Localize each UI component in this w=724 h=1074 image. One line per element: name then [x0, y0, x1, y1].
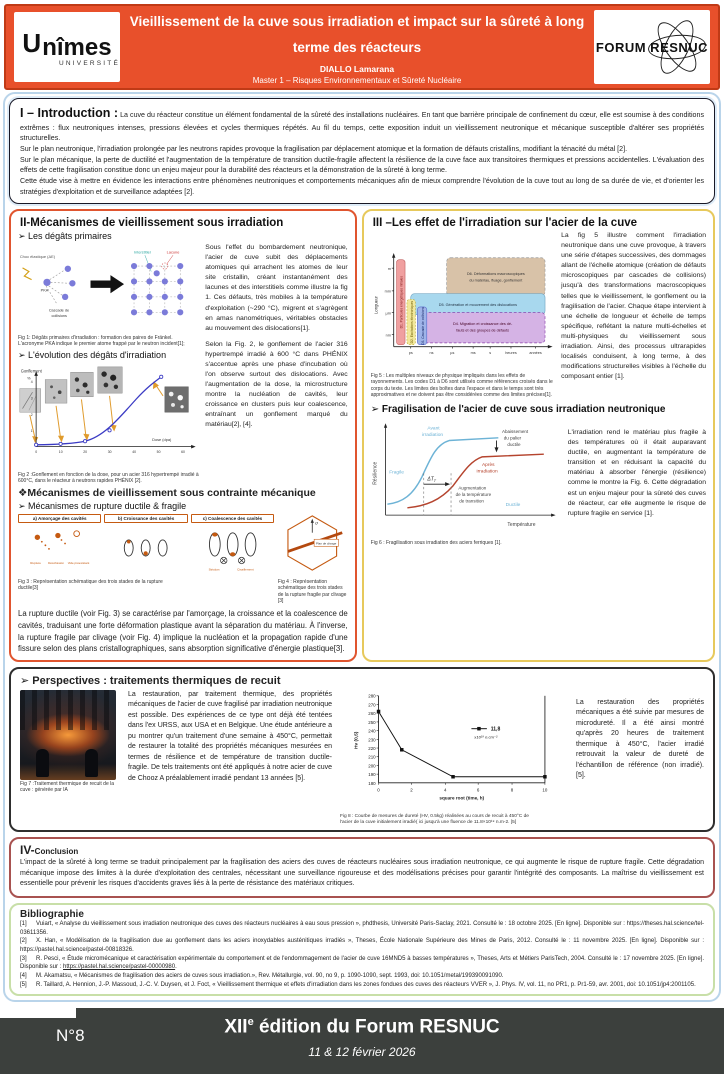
- reference-4: [20, 972, 704, 981]
- fig3-stage-c-label: c) Coalescence des cavités: [191, 514, 274, 523]
- bibliography-title: Bibliographie: [20, 908, 84, 920]
- fig8-legend-value: 11,8: [490, 726, 501, 733]
- fig3-label-striction: Striction: [208, 567, 220, 572]
- fig1-choc-label: Choc élastique (ΔE): [19, 254, 56, 260]
- fig6-caption: Fig 6 : Fragilisation sous irradiation des aciers ferriques [1].: [370, 540, 502, 547]
- reference-3-number: [3]: [20, 955, 27, 962]
- section-2-text-1: Sous l'effet du bombardement neutronique, l'acier de cuve subit des déplacements atomiques qui arrachent les atomes de leur site cristallin, créant instantanément des lacunes et des interstitiels comme illustre la fig 1. Ces défauts, très mobiles à la température d'exploitation (~290 °C), migrent et s'agrègent en amas nanométriques, véritables obstacles au mouvement des dislocations[1].: [205, 244, 348, 332]
- intro-text-1: La cuve du réacteur constitue un élément fondamental de la sûreté des installations nucléaires. En tant que barrière principale de confinement du cœur, elle est soumise à des conditions extrêmes : flux neutroniques intenses, pressions élevées et cycles thermiques répétés. Au fil du temps, cette exposition induit un vieillissement neutronique et mécanique susceptible d'altérer ses propriétés structurelles.: [20, 111, 704, 143]
- svg-text:0: 0: [377, 787, 380, 793]
- fig6-embrittlement-chart: [371, 418, 562, 534]
- fig5-ytick-mm: mm: [384, 289, 391, 294]
- section-3-text-2: L'irradiation rend le matériau plus fragile à des températures où il était auparavant ductile, en augmentant la température de transition et en réduisant la capacité du matériau à absorber l'énergie (résilience) comme le montre la Fig. 6. Cette dégradation est un enjeu majeur pour la sûreté des cuves de réacteur, car elle augmente le risque de rupture fragile en service [1].: [567, 429, 706, 517]
- fig1-lacune-label: Lacune: [166, 249, 180, 255]
- section-2-sub2: ➢ L'évolution des dégâts d'irradiation: [18, 349, 167, 360]
- poster-title-line2: terme des réacteurs: [292, 40, 422, 55]
- svg-text:230: 230: [368, 737, 376, 743]
- section-3-effets-irradiation: [362, 209, 715, 662]
- svg-text:30: 30: [107, 449, 112, 454]
- reference-3: [20, 955, 704, 972]
- footer-date: 11 & 12 février 2026: [308, 1044, 416, 1059]
- section-bibliographie: [9, 903, 715, 997]
- fig3-stage-b: [104, 514, 187, 578]
- fig8-caption-line1: Fig 8 : Courbe de mesures de dureté (HV, 0.5kg) réalisées au cours de recuit à 450°C de: [340, 813, 529, 819]
- reference-5: [20, 981, 704, 990]
- svg-text:10: 10: [542, 787, 548, 793]
- section-2-text-3: La rupture ductile (voir Fig. 3) se caractérise par l'amorçage, la croissance et la coalescence de cavités, traduisant une forte déformation plastique avant la séparation du matériau. À l'inverse, la rupture fragile par clivage (voir Fig. 4) implique la nucléation et la propagation rapide d'une fissure selon des plans cristallographiques, sans absorption significative d'énergie plastique[3].: [18, 609, 348, 654]
- reference-3-link[interactable]: https://pastel.hal.science/pastel-00000980: [63, 964, 176, 971]
- fig8-caption-line2: l'acier de la cuve initialement irradié( ici jusqu'à une fluence de 11.8×10¹⁹ n.m-2. [5]: [340, 820, 517, 826]
- fig6-ylabel: Résilience: [372, 461, 379, 486]
- poster-title-line1: Vieillissement de la cuve sous irradiation et impact sur la sûreté à long: [129, 14, 585, 30]
- nimes-university-logo: [14, 12, 120, 82]
- fig3-label-vide: Vide préexistant: [67, 561, 90, 566]
- svg-text:0: 0: [35, 449, 38, 454]
- section-introduction: [9, 98, 715, 204]
- svg-text:2: 2: [30, 412, 33, 417]
- section-2-sub3: ❖Mécanismes de vieillissement sous contrainte mécanique: [18, 487, 316, 500]
- conclusion-title-word: Conclusion: [34, 847, 79, 857]
- section-3-title: III –Les effet de l'irradiation sur l'acier de la cuve: [372, 217, 638, 230]
- svg-text:180: 180: [368, 780, 376, 786]
- fig6-apres-2: irradiation: [476, 469, 498, 475]
- fig6-augmentation-3: de transition: [458, 498, 484, 504]
- perspectives-title: ➢ Perspectives : traitements thermiques de recuit: [20, 674, 281, 687]
- fig3-caption: Fig 3 : Représentation schématique des trois stades de la rupture ductile[3]: [18, 579, 163, 592]
- footer-title-rest: édition du Forum RESNUC: [253, 1016, 500, 1038]
- fig1-cascade-label2: collisions: [51, 314, 67, 319]
- svg-text:270: 270: [368, 702, 376, 708]
- svg-text:1: 1: [30, 428, 33, 433]
- fig3-stage-a-label: a) Amorçage des cavités: [18, 514, 101, 523]
- fig1-interstitiel-label: Interstitiel: [134, 249, 151, 255]
- fig8-legend: [471, 727, 500, 740]
- svg-text:280: 280: [368, 693, 376, 699]
- poster-author: DIALLO Lamarana: [319, 63, 395, 74]
- reference-3-post: .: [175, 964, 177, 971]
- poster-title: [126, 9, 588, 60]
- section-perspectives: [9, 667, 715, 832]
- section-2-mecanismes: [9, 209, 357, 662]
- reference-1-number: [1]: [20, 920, 27, 927]
- svg-text:20: 20: [83, 449, 88, 454]
- conclusion-title-numeral: IV-: [20, 843, 35, 858]
- fig5-d4-line2: fauts et des groupes de défauts: [455, 328, 509, 333]
- fig6-abaissement-3: ductile: [507, 442, 521, 448]
- fig6-avant-2: irradiation: [421, 433, 443, 439]
- fig6-fragile-label: Fragile: [388, 470, 404, 476]
- fig6-apres-1: Après: [481, 463, 495, 469]
- fig8-data-line: [379, 711, 545, 776]
- intro-paragraph-4: Cette étude vise à mettre en évidence les interactions entre phénomènes neutroniques et comportements mécaniques afin de mieux comprendre l'évolution de la cuve tout au long de sa durée de vie, et d'orienter les stratégies d'exploitation et de surveillance adaptées [2].: [20, 176, 704, 196]
- svg-text:220: 220: [368, 745, 376, 751]
- fig3-stage-a: [18, 514, 101, 578]
- footer-title-sup: e: [247, 1016, 254, 1029]
- fig4-plan-label: Plan de clivage: [316, 541, 337, 546]
- fig7-annealing-image: [20, 690, 116, 780]
- reference-4-text: M. Akamatsu, « Mécanismes de fragilisation des aciers de cuves sous irradiation.», Rev. Métallurgie, vol. 90, no 9, p. 1090-1090, sept. 1993, doi: 10.1051/metal/199390091090.: [36, 973, 504, 980]
- footer-title: [0, 1016, 724, 1038]
- section-3-sub-fragilisation: ➢ Fragilisation de l'acier de cuve sous irradiation neutronique: [370, 404, 666, 416]
- svg-text:240: 240: [368, 728, 376, 734]
- fig6-augmentation-2: de la température: [455, 492, 491, 498]
- fig1-lattice-part: [131, 250, 183, 316]
- fig6-abaissement-2: du palier: [503, 435, 521, 441]
- poster-body: [3, 92, 721, 1002]
- fig4-cleavage: [277, 514, 348, 578]
- intro-paragraph-1: [20, 104, 704, 144]
- reference-2-text: X. Han, « Modélisation de la fragilisation due au gonflement dans les aciers inoxydables austénitiques irradiés », Theses, École Nationale Supérieure des Mines de Paris, 2012. Consulté le : 11 novembre 2025. [En ligne]. Disponible sur : https://pastel.hal.science/pastel-00818326.: [20, 938, 704, 954]
- fig5-xtick-annees: années: [529, 351, 542, 356]
- fig5-xtick-ms: ms: [470, 351, 476, 356]
- fig5-d6-line1: D6. Déformations macroscopiques: [466, 272, 525, 277]
- fig5-d2-label: D2. Excitations électroniques: [409, 301, 414, 344]
- section-2-sub1: ➢ Les dégâts primaires: [18, 231, 112, 242]
- fig3-stage-b-schematic: [104, 523, 187, 573]
- section-conclusion: [9, 837, 715, 898]
- perspectives-text-1: La restauration, par traitement thermique, des propriétés mécaniques de l'acier de cuve fragilisé par irradiation neutronique est possible. Des expériences de ce type ont déjà été tentées dans l'ex URSS, aux USA et en Belgique. Une étude antérieure a pu montrer qu'un traitement d'une semaine à 450°C, permettait de restaurer la totalité des propriétés mécaniques mesurées en termes de résilience et de température de transition ductile-fragile. De tels traitements ont été appliqués à notre acier de cuve de Chooz A préalablement irradié pendant 13 années [5].: [128, 690, 332, 782]
- fig5-caption: Fig 5 : Les multiples niveaux de physique impliqués dans les effets de rayonnements. Les codes D1 à D6 sont utilisés comme références croisés dans le corps du texte. Les limites des boîtes dans l'espace et dans le temps sont très approximatives et ne doivent pas être considérées comme des limites précises[1].: [370, 373, 553, 398]
- section-2-sub4: ➢ Mécanismes de rupture ductile & fragile: [18, 501, 187, 512]
- fig5-xtick-us: µs: [450, 351, 455, 356]
- fig3-label-rupture: Rupture: [30, 561, 41, 566]
- fig3-label-cisaillement: Cisaillement: [236, 567, 254, 572]
- fig2-xlabel: Dose (dpa): [152, 436, 172, 442]
- reference-3-text: R. Pesci, « Étude micromécanique et caractérisation expérimentale du comportement et de l'endommagement de l'acier de cuve 16MND5 à basses températures », Theses, Arts et Métiers ParisTech, 2004. Consulté le : 17 novembre 2025. [En ligne]. Disponible sur :: [20, 955, 704, 971]
- fig3-stage-c-schematic: [191, 523, 274, 573]
- reference-2-number: [2]: [20, 938, 27, 945]
- fig3-stage-b-label: b) Croissance des cavités: [104, 514, 187, 523]
- fig5-ytick-um: µm: [385, 311, 391, 316]
- fig5-xtick-heures: heures: [504, 351, 517, 356]
- fig8-legend-unit: x10¹⁹ n.cm⁻²: [474, 734, 498, 740]
- reference-2: [20, 937, 704, 954]
- svg-text:50: 50: [156, 449, 161, 454]
- fig5-d3-label: D3. Cascade de collisions: [420, 307, 425, 346]
- nimes-u-glyph: U: [22, 27, 40, 58]
- fig4-caption: Fig 4 : Représentation schématique des trois stades de la rupture fragile par clivage [3]: [277, 579, 347, 604]
- svg-text:10: 10: [58, 449, 63, 454]
- conclusion-text: L'impact de la sûreté à long terme se traduit principalement par la fragilisation des aciers des cuves de réacteurs nucléaires sous irradiation neutronique, ce qui augmente le risque de rupture fragile. Cette dégradation mécanique impose des limites à la durée d'exploitation des centrales, nécessitant une surveillance rigoureuse et des modélisations précises pour garantir l'intégrité des composants. La maîtrise du vieillissement est essentielle pour prévenir les risques d'accidents graves liés à la perte de résistance des matériaux critiques.: [20, 859, 704, 888]
- svg-text:250: 250: [368, 719, 376, 725]
- nimes-logo-name: nîmes: [42, 33, 112, 61]
- fig6-ductile-label: Ductile: [505, 503, 521, 509]
- poster-program: Master 1 – Risques Environnementaux et Sûreté Nucléaire: [252, 75, 462, 85]
- reference-1: [20, 920, 704, 937]
- fig5-xtick-ps: ps: [408, 351, 413, 356]
- section-2-title: II-Mécanismes de vieillissement sous irradiation: [20, 217, 284, 230]
- fig8-caption: [340, 814, 568, 826]
- fig6-avant-1: Avant: [427, 426, 440, 432]
- fig2-micrographs: [20, 367, 189, 442]
- reference-5-number: [5]: [20, 981, 27, 988]
- poster-number: N°8: [56, 1026, 85, 1046]
- fig3-stage-a-schematic: [18, 523, 101, 573]
- svg-text:2: 2: [410, 787, 413, 793]
- svg-text:190: 190: [368, 772, 376, 778]
- fig1-cascade-label1: Cascade de: [48, 308, 70, 313]
- fig7-silhouette-right: [85, 749, 98, 777]
- perspectives-text-2: La restauration des propriétés mécaniques a été suivie par mesures de microdureté. Il a été ainsi montré qu'après 20 heures de traitement thermique à 450°C, l'acier irradié retrouvait la valeur de dureté de l'échantillon de référence (non irradié).[5].: [576, 698, 704, 780]
- fig5-xtick-ns: ns: [429, 351, 434, 356]
- fig2-swelling-chart: [18, 362, 199, 466]
- fig5-d1-label: D1. Particules énergétiques initiales: [399, 276, 404, 329]
- reference-1-text: Vuiart, « Analyse du vieillissement sous irradiation neutronique des cuves des réacteurs nucléaires à eau sous pression », phdthesis, Université Paris-Saclay, 2021. Consulté le : 18 octobre 2025. [En ligne]. Disponible sur : https://theses.hal.science/tel-03611356.: [20, 920, 704, 936]
- header-title-block: [120, 9, 594, 84]
- section-3-text-1: La fig 5 illustre comment l'irradiation neutronique dans une cuve provoque, à travers une série d'étapes successives, des dommages allant de l'échelle atomique (création de défauts microscopiques par cascades de collisions) jusqu'à des transformations macroscopiques telles que le vieillissement, le gonflement ou la fragilisation de l'acier. Chaque étape intervient à une échelle de longueur et échelle de temps spécifique, reflétant la nature multi-échelles et multi-physiques du vieillissement sous irradiation. Ainsi, des processus ultrarapides localisés conduisent, à long terme, à des modifications structurelles visibles à l'échelle du composant entier [1].: [561, 232, 706, 380]
- conclusion-title: [20, 843, 704, 857]
- fig3-label-decohesion: Décohésion: [48, 561, 65, 566]
- fig2-caption: Fig 2 :Gonflement en fonction de la dose, pour un acier 316 hypertrempé irradié à 600°C, dans le réacteur à neutrons rapides PHÉNIX [2].: [18, 471, 199, 484]
- fig4-hexagon-schematic: [277, 514, 348, 572]
- fig6-augmentation-1: Augmentation: [458, 485, 486, 491]
- svg-text:260: 260: [368, 711, 376, 717]
- fig6-xlabel: Température: [507, 522, 536, 529]
- fig5-multiscale-diagram: [371, 245, 555, 367]
- svg-text:210: 210: [368, 754, 376, 760]
- fig7-caption: Fig 7 :Traitement thermique de recuit de la cuve : générée par IA: [20, 780, 115, 794]
- svg-text:8: 8: [510, 787, 514, 793]
- fig5-xtick-s: s: [488, 351, 491, 356]
- intro-paragraph-2: Sur le plan neutronique, l'irradiation prolongée par les neutrons rapides provoque la fragilisation par déplacement atomique et la formation de défauts cristallins, modifiant la ténacité du métal [2].: [20, 145, 628, 154]
- footer: [0, 1008, 724, 1074]
- fig2-ylabel: Gonflement: [20, 368, 42, 374]
- footer-center: [0, 1016, 724, 1058]
- nimes-logo-subtitle: UNIVERSITÉ: [58, 59, 120, 67]
- fig5-d4-line1: D4. Migration et croissance des dé-: [452, 322, 512, 327]
- intro-heading: I – Introduction :: [20, 106, 119, 120]
- fig1-frenkel-pairs-diagram: [18, 243, 199, 329]
- fig4-sigma-label: σ: [315, 520, 319, 526]
- reference-4-number: [4]: [20, 973, 27, 980]
- fig7-silhouette-left: [36, 749, 49, 777]
- fig5-d6-line2: du matériau, fluage, gonflement: [469, 278, 523, 283]
- fig1-arrow-icon: [91, 275, 125, 293]
- fig8-block: [340, 690, 568, 826]
- svg-text:6: 6: [476, 787, 480, 793]
- fig6-delta-label: $\Delta T_T$: [427, 476, 436, 484]
- fig8-ylabel: Hv (0,5): [354, 731, 360, 750]
- footer-title-main: XII: [224, 1016, 248, 1038]
- fig1-pka-label: PKA: [40, 288, 49, 293]
- fig3-stage-c: [191, 514, 274, 578]
- fig8-xlabel: square root (time, h): [439, 795, 485, 801]
- fig5-d5-label: D5. Génération et mouvement des dislocations: [438, 303, 517, 308]
- forum-resnuc-logo-text: FORUM RESNUC: [595, 39, 709, 55]
- fig1-cascade-part: [20, 254, 76, 318]
- svg-text:60: 60: [181, 449, 185, 454]
- section-2-text-2: Selon la Fig. 2, le gonflement de l'acier 316 hypertrempé irradié à 600 °C dans PHÉNIX s'accentue après une phase d'incubation où l'on observe surtout des dislocations. Avec l'augmentation de la dose, la microstructure montre la nucléation de cavités, leur croissance en clusters puis leur coalescence, entraînant un gonflement marqué du matériau[2], [4].: [205, 340, 348, 429]
- fig5-ytick-nm: nm: [385, 333, 391, 338]
- fig5-ytick-m: m: [387, 267, 391, 272]
- poster-header: [4, 4, 720, 90]
- svg-text:3: 3: [30, 396, 33, 401]
- forum-resnuc-logo: [594, 10, 710, 84]
- fig7-block: [20, 690, 120, 826]
- nimes-logo-row: [22, 28, 111, 59]
- fig1-caption: Fig 1: Dégâts primaires d'irradiation : formation des paires de Fränkel. L'acronyme PKA indique le premier atome frappé par le neutron incident[1];: [18, 335, 185, 348]
- fig5-ylabel: Longueur: [373, 296, 379, 315]
- intro-paragraph-3: Sur le plan mécanique, la perte de ductilité et l'augmentation de la température de transition ductile-fragile affectent la résilience de la cuve face aux transitoires thermiques et pressions accidentelles. L'évaluation des effets de cette fragilisation constitue donc un enjeu majeur pour la durabilité des réacteurs et la démonstration de la sûreté à long terme.: [20, 155, 704, 175]
- svg-text:40: 40: [132, 449, 137, 454]
- svg-text:200: 200: [368, 763, 376, 769]
- svg-text:4: 4: [444, 787, 447, 793]
- fig8-hardness-chart: [340, 690, 568, 808]
- fig6-abaissement-1: Abaissement: [501, 429, 528, 435]
- fig2-yunit: %: [27, 376, 31, 381]
- svg-text:4: 4: [30, 379, 33, 384]
- reference-5-text: R. Taillard, A. Hennion, J.-P. Massoud, J.-C. V. Duysen, et J. Foct, « Vieillissement thermique et effets d'irradiation dans les zones fondues des cuves des réacteurs VVER », J. Phys. IV, vol. 11, no PR1, p. Pr1-59, avr. 2001, doi: 10.1051/jp4:2001105.: [36, 981, 696, 988]
